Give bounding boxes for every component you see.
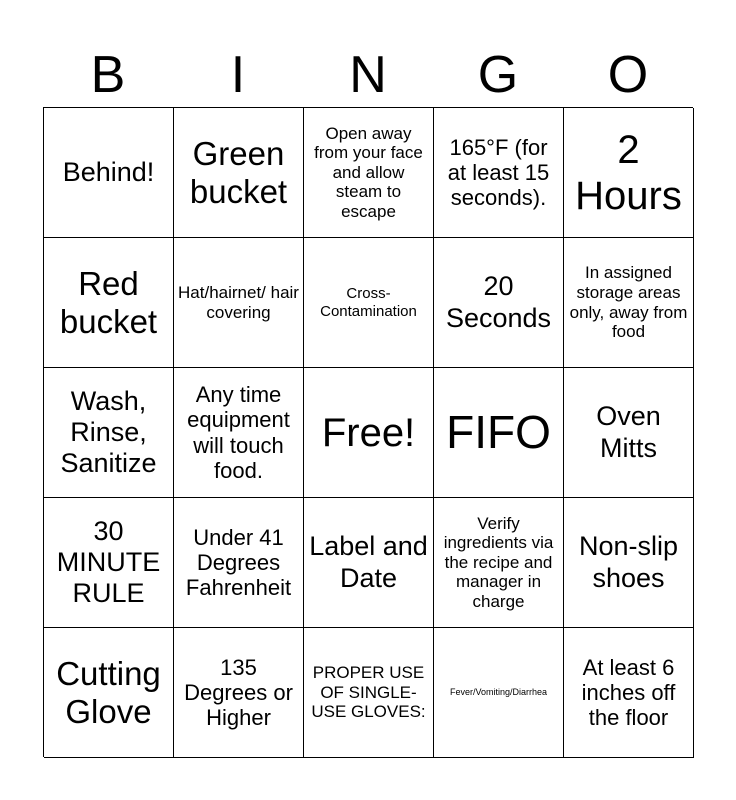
bingo-cell[interactable]: Label and Date bbox=[304, 498, 434, 628]
bingo-header bbox=[43, 42, 693, 108]
bingo-cell[interactable]: Fever/Vomiting/Diarrhea bbox=[434, 628, 564, 758]
bingo-cell[interactable]: 30 MINUTE RULE bbox=[44, 498, 174, 628]
bingo-cell[interactable]: In assigned storage areas only, away from food bbox=[564, 238, 694, 368]
header-letter-i: I bbox=[230, 46, 246, 104]
free-space-cell[interactable]: Free! bbox=[304, 368, 434, 498]
bingo-cell[interactable]: Open away from your face and allow steam to escape bbox=[304, 108, 434, 238]
bingo-cell[interactable]: FIFO bbox=[434, 368, 564, 498]
header-letter-b: B bbox=[90, 46, 126, 104]
bingo-cell[interactable]: Green bucket bbox=[174, 108, 304, 238]
bingo-cell[interactable]: Oven Mitts bbox=[564, 368, 694, 498]
bingo-cell[interactable]: Behind! bbox=[44, 108, 174, 238]
bingo-cell[interactable]: 135 Degrees or Higher bbox=[174, 628, 304, 758]
bingo-cell[interactable]: Wash, Rinse, Sanitize bbox=[44, 368, 174, 498]
bingo-cell[interactable]: Verify ingredients via the recipe and manager in charge bbox=[434, 498, 564, 628]
bingo-cell[interactable]: PROPER USE OF SINGLE-USE GLOVES: bbox=[304, 628, 434, 758]
bingo-cell[interactable]: Cross-Contamination bbox=[304, 238, 434, 368]
bingo-cell[interactable]: 2 Hours bbox=[564, 108, 694, 238]
bingo-cell[interactable]: Non-slip shoes bbox=[564, 498, 694, 628]
bingo-cell[interactable]: 165°F (for at least 15 seconds). bbox=[434, 108, 564, 238]
bingo-cell[interactable]: Red bucket bbox=[44, 238, 174, 368]
bingo-cell[interactable]: Hat/hairnet/ hair covering bbox=[174, 238, 304, 368]
bingo-cell[interactable]: Any time equipment will touch food. bbox=[174, 368, 304, 498]
bingo-card-grid bbox=[43, 107, 693, 757]
bingo-cell[interactable]: At least 6 inches off the floor bbox=[564, 628, 694, 758]
bingo-cell[interactable]: Cutting Glove bbox=[44, 628, 174, 758]
header-letter-o: O bbox=[607, 46, 649, 104]
bingo-cell[interactable]: Under 41 Degrees Fahrenheit bbox=[174, 498, 304, 628]
header-letter-g: G bbox=[477, 46, 519, 104]
header-letter-n: N bbox=[349, 46, 387, 104]
bingo-cell[interactable]: 20 Seconds bbox=[434, 238, 564, 368]
